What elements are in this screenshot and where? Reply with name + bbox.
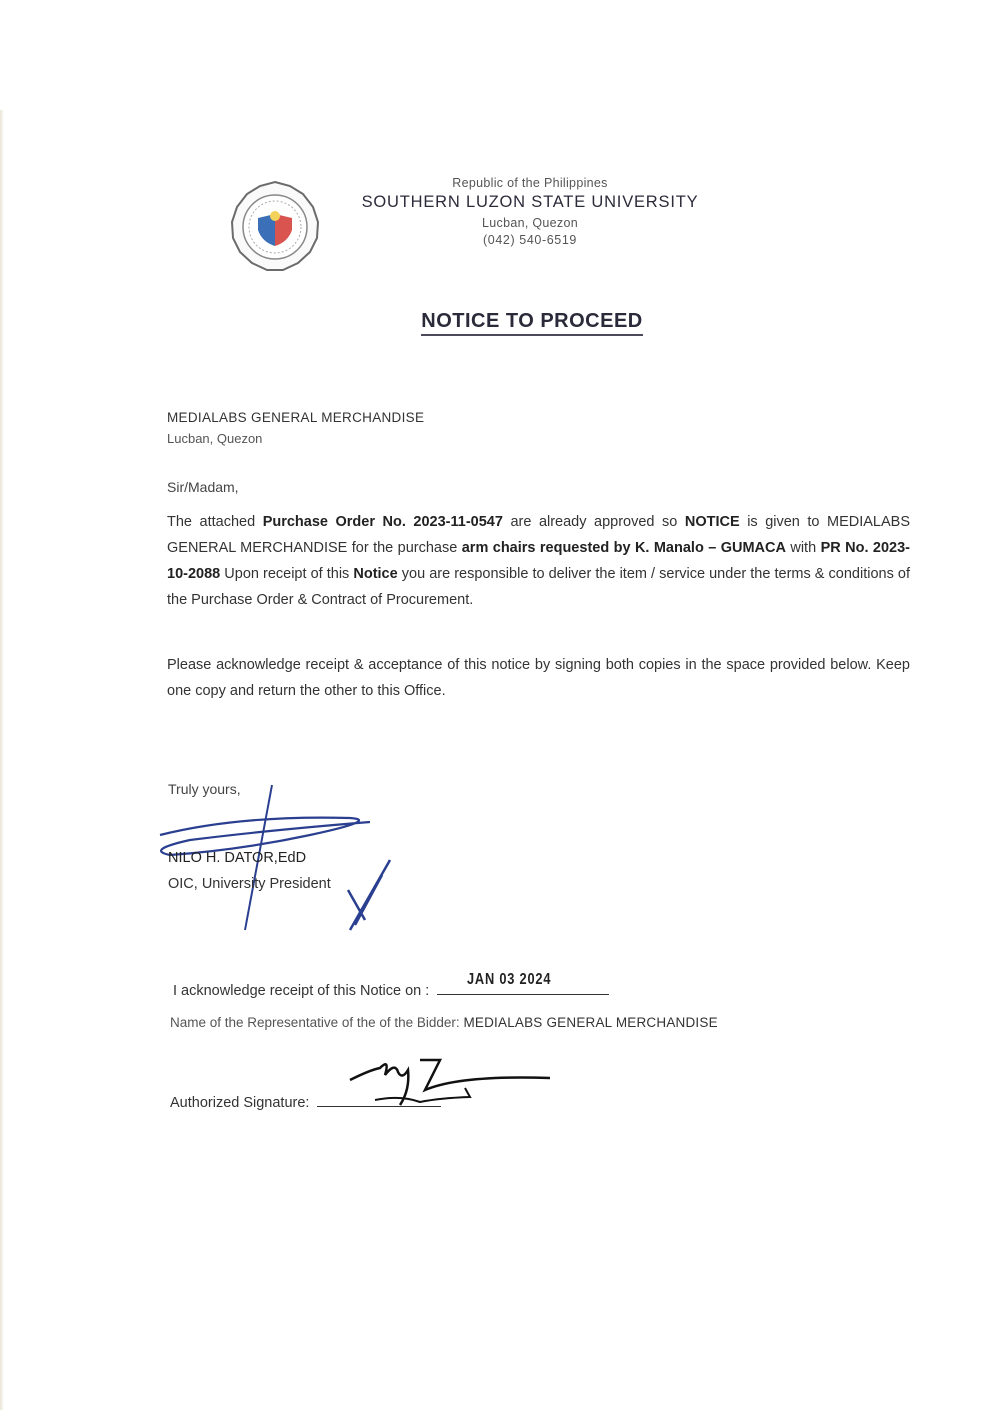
receipt-date-stamp: JAN 03 2024 [467, 971, 552, 988]
purchase-order-number: Purchase Order No. 2023-11-0547 [262, 514, 503, 530]
authorized-signature-line [170, 1092, 441, 1111]
letterhead [340, 176, 720, 247]
authorized-signature-label: Authorized Signature: [170, 1095, 310, 1111]
addressee-location: Lucban, Quezon [167, 431, 263, 446]
purchase-item: arm chairs requested by K. Manalo – GUMACA [461, 540, 786, 556]
signer-name: NILO H. DATOR,EdD [168, 850, 307, 866]
receipt-date-field[interactable] [437, 971, 609, 995]
body-paragraph-1 [167, 509, 910, 613]
acknowledgement-label: I acknowledge receipt of this Notice on : [173, 983, 430, 999]
notice-keyword-2: Notice [353, 566, 398, 582]
university-seal-icon [228, 180, 322, 274]
body-text: is given to MEDIALABS GENERAL MERCHANDISE for the purchase [167, 514, 911, 556]
representative-line [170, 1015, 718, 1030]
representative-label: Name of the Representative of the of the Bidder: [170, 1015, 460, 1030]
signer-title: OIC, University President [168, 876, 331, 892]
university-address: Lucban, Quezon [482, 216, 578, 230]
body-text: are already approved so [502, 514, 685, 530]
republic-label: Republic of the Philippines [452, 176, 608, 190]
salutation: Sir/Madam, [167, 479, 239, 495]
university-name: SOUTHERN LUZON STATE UNIVERSITY [361, 193, 699, 211]
body-text: The attached [167, 514, 263, 530]
document-title: NOTICE TO PROCEED [421, 310, 643, 336]
bidder-name: MEDIALABS GENERAL MERCHANDISE [463, 1015, 718, 1030]
page-edge [0, 110, 4, 1410]
body-text: Upon receipt of this [220, 566, 354, 582]
closing: Truly yours, [168, 781, 241, 797]
body-text: you are responsible to deliver the item / service under the terms & conditions of the Purchase Order & Contract of Procurement. [167, 566, 910, 608]
addressee-name: MEDIALABS GENERAL MERCHANDISE [167, 410, 425, 425]
university-phone: (042) 540-6519 [483, 233, 577, 247]
body-text: with [785, 540, 821, 556]
acknowledgement-line [173, 971, 609, 999]
body-paragraph-2: Please acknowledge receipt & acceptance of this notice by signing both copies in the space provided below. Keep one copy and return the other to this Office. [167, 657, 910, 699]
authorized-signature-field[interactable] [317, 1092, 441, 1107]
document-title-wrap [0, 310, 996, 333]
notice-keyword: NOTICE [684, 514, 740, 530]
addressee [167, 410, 424, 446]
pr-number: PR No. 2023-10-2088 [167, 540, 910, 582]
